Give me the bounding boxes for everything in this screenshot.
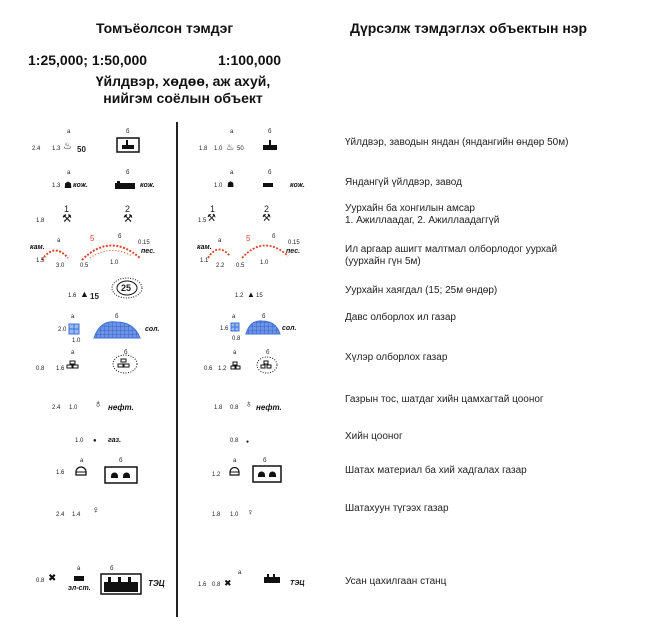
chimney-height: 50 xyxy=(77,145,86,154)
peat-icon xyxy=(230,361,242,370)
object-name: Шатахуун түгээх газар xyxy=(345,503,449,514)
mineral-label: кам. xyxy=(197,244,212,251)
variant-b-label: б xyxy=(263,458,267,464)
variant-a-label: а xyxy=(218,238,222,244)
dim-value: 1.0 xyxy=(69,405,78,411)
gas-well-icon: ● xyxy=(246,439,250,445)
dim-value: 0.8 xyxy=(230,438,239,444)
dim-value: 3.0 xyxy=(56,263,65,269)
mineral-label: пес. xyxy=(286,248,301,255)
variant-a-label: а xyxy=(71,314,75,320)
column-divider xyxy=(176,122,178,617)
variant-b-label: б xyxy=(110,566,114,572)
mine-active-icon: ⚒ xyxy=(62,213,72,225)
dim-value: 1.8 xyxy=(212,512,221,518)
waste-heap-icon: ▲ xyxy=(247,290,255,299)
dim-value: 1.6 xyxy=(68,293,77,299)
open-pit-icon xyxy=(40,238,150,264)
dim-value: 0.5 xyxy=(236,263,245,269)
peat-area-icon xyxy=(112,354,138,374)
dim-value: 1.3 xyxy=(52,183,61,189)
variant-a-label: а xyxy=(77,566,81,572)
object-name: Газрын тос, шатдаг хийн цамхагтай цооног xyxy=(345,394,544,405)
dim-value: 0.8 xyxy=(212,582,221,588)
dim-value: 1.6 xyxy=(220,326,229,332)
oil-well-icon: ♁ xyxy=(94,398,103,410)
factory-type-label: кож. xyxy=(290,182,305,189)
salt-label: сол. xyxy=(282,325,297,332)
variant-number: 1 xyxy=(210,204,216,214)
variant-number: 1 xyxy=(64,204,70,214)
variant-a-label: а xyxy=(67,170,71,176)
variant-b-label: б xyxy=(119,458,123,464)
scale-large-header: 1:100,000 xyxy=(218,52,282,68)
salt-label: сол. xyxy=(145,326,160,333)
variant-a-label: а xyxy=(232,314,236,320)
dim-value: 1.0 xyxy=(214,183,223,189)
dim-value: 0.15 xyxy=(288,240,300,246)
object-name: Ил аргаар ашигт малтмал олборлодог уурхай xyxy=(345,244,558,255)
variant-b-label: б xyxy=(262,314,266,320)
dim-value: 1.4 xyxy=(72,512,81,518)
variant-b-label: б xyxy=(124,350,128,356)
variant-number: 2 xyxy=(125,204,131,214)
symbols-header: Томъёолсон тэмдэг xyxy=(96,20,234,36)
mineral-label: пес. xyxy=(141,248,156,255)
dim-value: 1.0 xyxy=(72,338,81,344)
mine-inactive-icon: ⚒ xyxy=(262,213,271,224)
power-station-icon: ✖ xyxy=(224,578,232,588)
object-name: Яндангүй үйлдвэр, завод xyxy=(345,177,462,188)
dim-value: 1.8 xyxy=(36,218,45,224)
dim-value: 2.4 xyxy=(32,146,41,152)
dim-value: 1.0 xyxy=(75,438,84,444)
dim-value: 1.2 xyxy=(212,472,221,478)
dim-value: 1.6 xyxy=(198,582,207,588)
variant-b-label: б xyxy=(118,234,122,240)
object-name-note: 1. Ажиллаадаг, 2. Ажиллаадаггүй xyxy=(345,215,500,226)
factory-type-label: кож. xyxy=(73,182,88,189)
dim-value: 2.0 xyxy=(58,327,67,333)
chimney-icon: ♨ xyxy=(226,142,235,152)
open-pit-icon xyxy=(206,238,296,262)
dim-value: 1.5 xyxy=(36,258,45,264)
variant-a-label: а xyxy=(238,570,242,576)
dim-value: 1.8 xyxy=(199,146,208,152)
dim-value: 0.8 xyxy=(230,405,239,411)
tec-label: ТЭЦ xyxy=(290,580,305,587)
power-station-icon: ✖ xyxy=(48,573,57,584)
factory-block-icon xyxy=(262,139,278,151)
chimney-icon: ♨ xyxy=(63,141,72,152)
factory-icon: ☗ xyxy=(227,180,235,189)
fuel-pump-icon: ♀ xyxy=(247,507,254,517)
dim-value: 1.3 xyxy=(52,146,61,152)
variant-b-label: б xyxy=(268,129,272,135)
salt-grid-icon xyxy=(230,322,240,332)
dim-value: 2.4 xyxy=(56,512,65,518)
dim-value: 0.6 xyxy=(204,366,213,372)
variant-a-label: а xyxy=(71,350,75,356)
dim-value: 1.2 xyxy=(218,366,227,372)
dim-value: 1.0 xyxy=(110,260,119,266)
factory-block-icon xyxy=(116,137,140,153)
variant-b-label: б xyxy=(126,129,130,135)
peat-area-icon xyxy=(256,356,278,374)
dim-value: 1.0 xyxy=(214,146,223,152)
dim-value: 1.1 xyxy=(200,258,209,264)
dim-value: 1.2 xyxy=(235,293,244,299)
variant-a-label: а xyxy=(67,129,71,135)
fuel-storage-area-icon xyxy=(252,465,282,483)
heap-height: 15 xyxy=(90,292,99,301)
gas-well-icon: ● xyxy=(93,438,97,444)
tec-label: ТЭЦ xyxy=(148,579,165,588)
object-name: Хүлэр олборлох газар xyxy=(345,352,448,363)
salt-grid-icon xyxy=(68,323,80,335)
dim-value: 0.8 xyxy=(36,366,45,372)
variant-a-label: а xyxy=(230,129,234,135)
dim-value: 1.8 xyxy=(214,405,223,411)
variant-a-label: а xyxy=(230,170,234,176)
pit-depth: 5 xyxy=(246,234,251,243)
fuel-storage-area-icon xyxy=(104,466,138,484)
object-name-multiline xyxy=(345,203,655,227)
dim-value: 0.8 xyxy=(36,578,45,584)
factory-type-label: кож. xyxy=(140,182,155,189)
object-name: Давс олборлох ил газар xyxy=(345,312,456,323)
variant-b-label: б xyxy=(268,170,272,176)
fuel-pump-icon: ♀ xyxy=(92,505,100,516)
dim-value: 0.8 xyxy=(232,336,241,342)
dim-value: 1.6 xyxy=(56,470,65,476)
oil-label: нефт. xyxy=(108,403,134,412)
variant-a-label: а xyxy=(233,350,237,356)
mineral-label: кам. xyxy=(30,244,45,251)
dim-value: 0.5 xyxy=(80,263,89,269)
object-name-note: (уурхайн гүн 5м) xyxy=(345,256,421,267)
fuel-tank-icon xyxy=(229,467,240,476)
salt-area-icon xyxy=(92,318,142,340)
dim-value: 1.0 xyxy=(260,260,269,266)
heap-height: 25 xyxy=(121,283,132,293)
fuel-tank-icon xyxy=(75,466,87,476)
power-plant-block-icon xyxy=(264,574,286,584)
power-plant-area-icon xyxy=(100,573,142,595)
salt-area-icon xyxy=(244,318,284,336)
dim-value: 1.0 xyxy=(230,512,239,518)
variant-b-label: б xyxy=(266,350,270,356)
object-name-multiline xyxy=(345,244,655,268)
oil-well-icon: ♁ xyxy=(245,399,253,410)
mine-active-icon: ⚒ xyxy=(207,213,216,224)
dim-value: 1.6 xyxy=(56,366,65,372)
object-name: Уурхайн хаягдал (15; 25м өндөр) xyxy=(345,285,498,296)
variant-a-label: а xyxy=(57,238,61,244)
oil-label: нефт. xyxy=(256,403,282,412)
variant-b-label: б xyxy=(115,314,119,320)
mine-inactive-icon: ⚒ xyxy=(123,213,133,225)
gas-label: газ. xyxy=(108,437,122,444)
variant-b-label: б xyxy=(126,170,130,176)
factory-icon: ☗ xyxy=(64,180,73,190)
factory-block-icon xyxy=(115,181,137,189)
section-title-line2: нийгэм соёлын объект xyxy=(103,90,263,106)
objects-header: Дүрсэлж тэмдэглэх объектын нэр xyxy=(350,20,588,36)
dim-value: 2.2 xyxy=(216,263,225,269)
dim-value: 1.5 xyxy=(198,218,207,224)
variant-b-label: б xyxy=(272,234,276,240)
heap-height: 15 xyxy=(256,293,263,299)
chimney-height: 50 xyxy=(237,146,244,152)
waste-heap-icon: ▲ xyxy=(80,289,89,299)
power-plant-block-icon xyxy=(74,576,86,582)
variant-a-label: а xyxy=(80,458,84,464)
factory-block-icon xyxy=(263,183,275,188)
power-label: эл-ст. xyxy=(68,585,91,592)
object-name: Шатах материал ба хий хадгалах газар xyxy=(345,465,527,476)
object-name: Уурхайн ба хонгилын амсар xyxy=(345,203,475,214)
dim-value: 2.4 xyxy=(52,405,61,411)
section-title-line1: Үйлдвэр, хөдөө, аж ахуй, xyxy=(95,73,271,89)
variant-number: 2 xyxy=(264,204,270,214)
object-name: Хийн цооног xyxy=(345,431,403,442)
dim-value: 0.15 xyxy=(138,240,150,246)
peat-icon xyxy=(66,360,80,370)
object-name: Үйлдвэр, заводын яндан (яндангийн өндөр 50м) xyxy=(345,137,569,148)
scale-small-header: 1:25,000; 1:50,000 xyxy=(28,52,148,68)
section-title xyxy=(48,73,318,107)
variant-a-label: а xyxy=(233,458,237,464)
object-name: Усан цахилгаан станц xyxy=(345,576,447,587)
pit-depth: 5 xyxy=(90,234,95,243)
